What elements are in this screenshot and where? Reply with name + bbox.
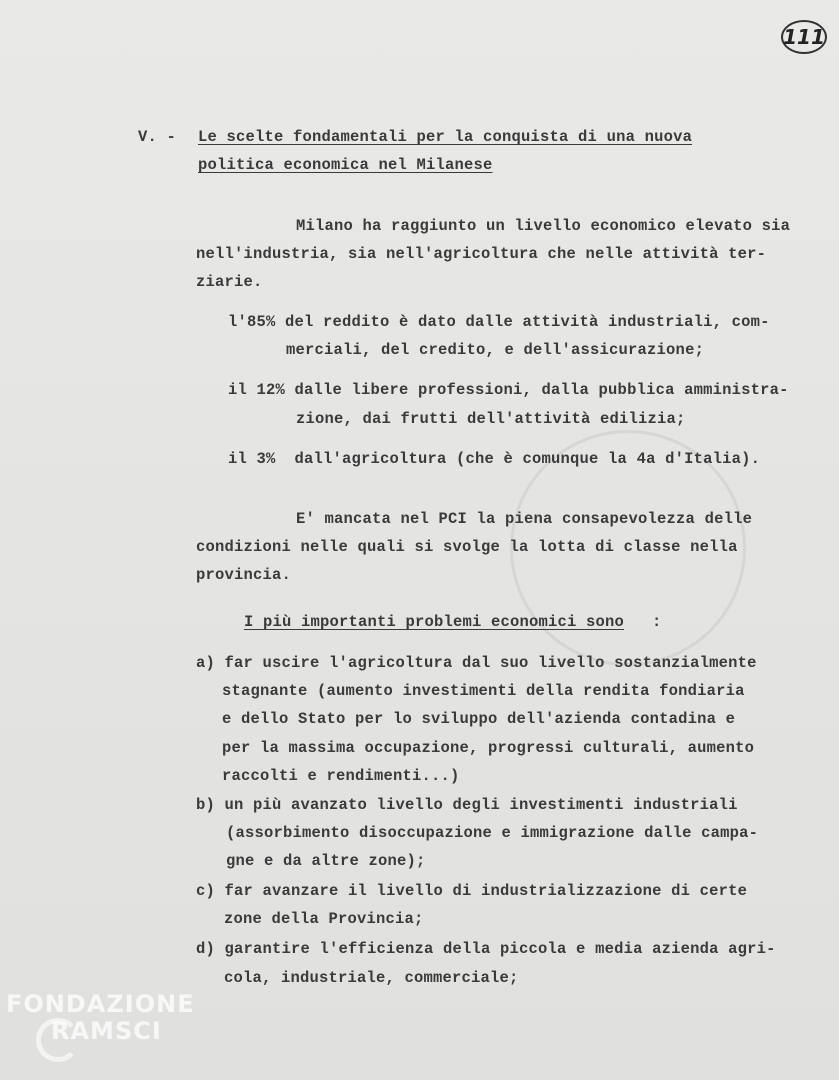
item-b-line3: gne e da altre zone); xyxy=(226,852,426,870)
stat-85-line2: merciali, del credito, e dell'assicurazione; xyxy=(286,341,705,359)
item-a-line4: per la massima occupazione, progressi culturali, aumento xyxy=(222,739,755,757)
item-c-line2: zone della Provincia; xyxy=(224,910,424,928)
item-a-line5: raccolti e rendimenti...) xyxy=(222,767,460,785)
para1-line1: Milano ha raggiunto un livello economico elevato sia xyxy=(296,217,791,235)
logo-line1: FONDAZIONE xyxy=(6,990,195,1018)
item-a-line3: e dello Stato per lo sviluppo dell'azienda contadina e xyxy=(222,710,736,728)
para2-line1: E' mancata nel PCI la piena consapevolezza delle xyxy=(296,510,753,528)
problems-heading-colon: : xyxy=(652,613,662,631)
para1-line3: ziarie. xyxy=(196,273,263,291)
item-b-line2: (assorbimento disoccupazione e immigrazione dalle campa- xyxy=(226,824,759,842)
logo-line2: RAMSCI xyxy=(51,1017,162,1045)
section-marker: V. - xyxy=(138,128,177,146)
stat-12-line2: zione, dai frutti dell'attività edilizia; xyxy=(296,410,686,428)
stat-12-line1: il 12% dalle libere professioni, dalla pubblica amministra- xyxy=(228,381,789,399)
para2-line3: provincia. xyxy=(196,566,292,584)
item-a-line1: a) far uscire l'agricoltura dal suo livello sostanzialmente xyxy=(196,654,757,672)
item-d-line1: d) garantire l'efficienza della piccola e media azienda agri- xyxy=(196,940,776,958)
section-title-line1: Le scelte fondamentali per la conquista di una nuova xyxy=(198,128,693,146)
problems-heading: I più importanti problemi economici sono xyxy=(244,613,625,631)
item-c-line1: c) far avanzare il livello di industrializzazione di certe xyxy=(196,882,748,900)
para1-line2: nell'industria, sia nell'agricoltura che nelle attività ter- xyxy=(196,245,767,263)
para2-line2: condizioni nelle quali si svolge la lotta di classe nella xyxy=(196,538,738,556)
item-d-line2: cola, industriale, commerciale; xyxy=(224,969,519,987)
stat-3-line1: il 3% dall'agricoltura (che è comunque la 4a d'Italia). xyxy=(228,450,761,468)
fondazione-gramsci-logo xyxy=(6,990,206,1070)
item-a-line2: stagnante (aumento investimenti della rendita fondiaria xyxy=(222,682,745,700)
page-number: 111 xyxy=(781,20,827,54)
section-title-line2: politica economica nel Milanese xyxy=(198,156,493,174)
item-b-line1: b) un più avanzato livello degli investimenti industriali xyxy=(196,796,738,814)
stat-85-line1: l'85% del reddito è dato dalle attività industriali, com- xyxy=(228,313,770,331)
